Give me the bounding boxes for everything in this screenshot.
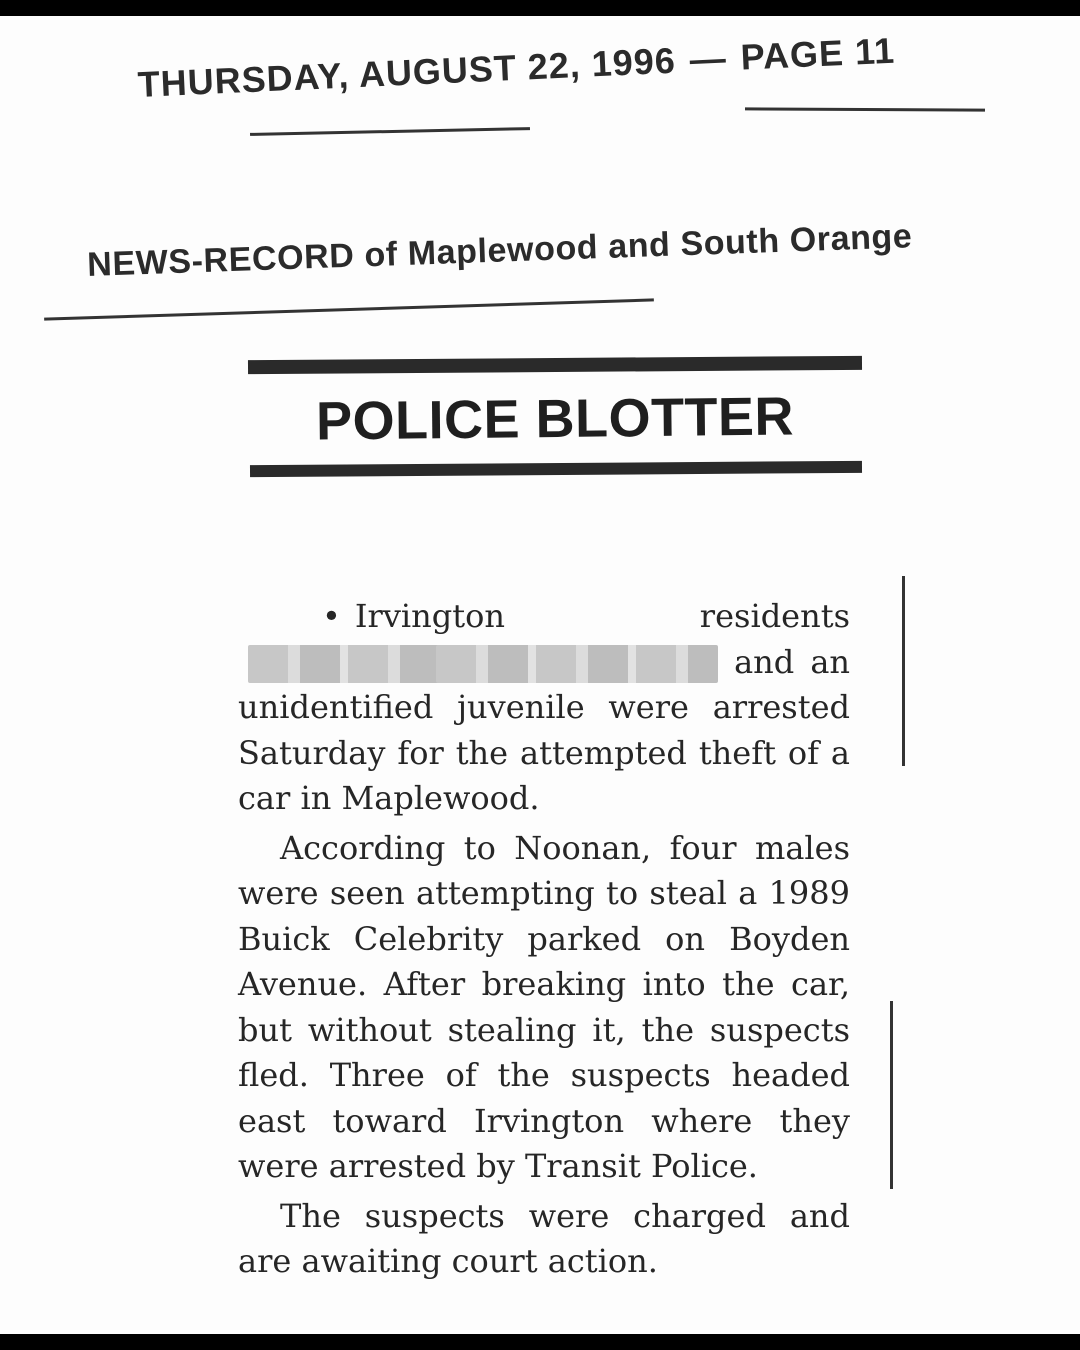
section-rule-bottom xyxy=(250,461,862,477)
article-paragraph-1 xyxy=(238,594,850,822)
page-number: PAGE 11 xyxy=(739,29,896,78)
article-paragraph-2: According to Noonan, four males were seen attempting to steal a 1989 Buick Celebrity parked on Boyden Avenue. After breaking into the car, but without stealing it, the suspects fled. Three of the suspects headed east toward Irvington where they were arrested by Transit Police. xyxy=(238,828,850,1185)
masthead-underline xyxy=(44,298,654,320)
redacted-name-2 xyxy=(436,645,718,683)
issue-date: THURSDAY, AUGUST 22, 1996 xyxy=(136,39,677,106)
redacted-name-1 xyxy=(248,645,462,683)
newspaper-clipping xyxy=(0,16,1080,1334)
section-title: POLICE BLOTTER xyxy=(315,386,795,452)
section-rule-top xyxy=(248,356,862,374)
dateline xyxy=(137,25,999,134)
dateline-underline-right xyxy=(745,107,985,111)
dateline-separator: — xyxy=(688,37,728,80)
article-body xyxy=(238,594,850,1289)
paragraph-1-end: and an unidentified juvenile were arrested Saturday for the attempted theft of a car in Maplewood. xyxy=(238,642,850,817)
column-rule-upper xyxy=(902,576,905,766)
masthead-title: NEWS-RECORD of Maplewood and South Orange xyxy=(86,217,913,285)
article-paragraph-3: The suspects were charged and are awaiting court action. xyxy=(238,1196,850,1280)
dateline-underline-left xyxy=(250,127,530,136)
column-rule-lower xyxy=(890,1001,893,1189)
paragraph-1-start: Irvington residents xyxy=(354,597,850,635)
bullet-icon: • xyxy=(322,597,341,635)
